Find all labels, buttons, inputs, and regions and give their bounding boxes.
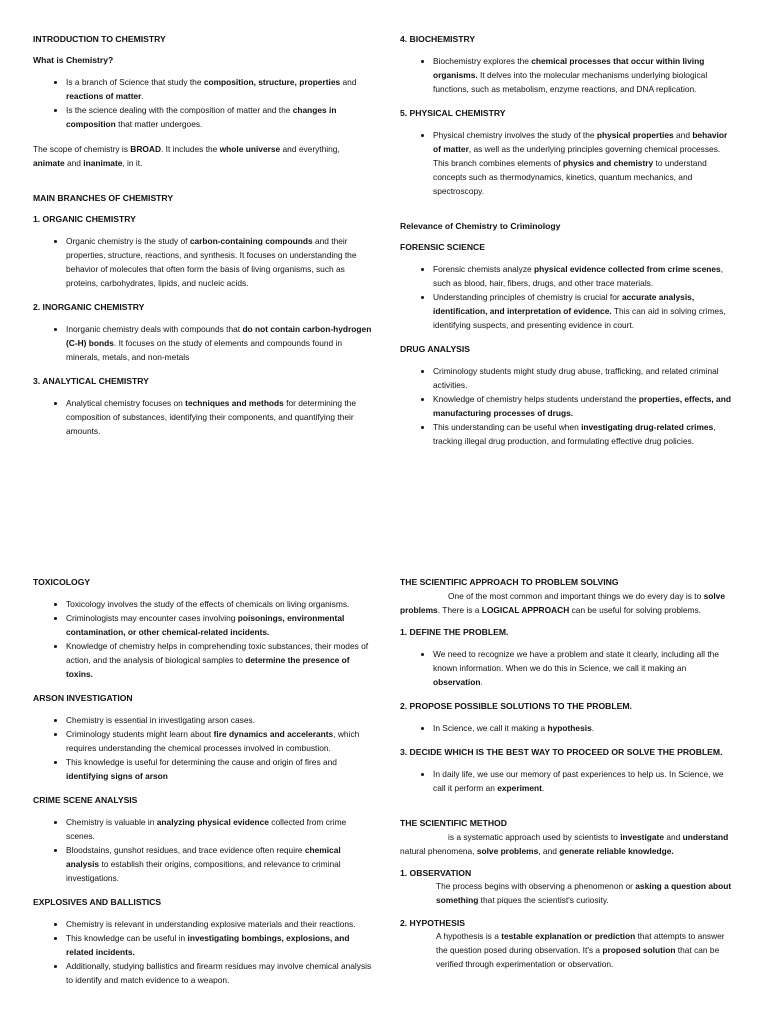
list-item: • Is the science dealing with the composition of matter and the changes in composition that matter undergoes. xyxy=(66,103,373,131)
list-item: • We need to recognize we have a problem and state it clearly, including all the known information. When we do this in Science, we call it making an observation. xyxy=(433,647,736,689)
subheading-biochemistry: 4. BIOCHEMISTRY xyxy=(400,34,476,44)
method-paragraph: is a systematic approach used by scientists to investigate and understand natural phenomena, solve problems, and generate reliable knowledge. xyxy=(400,832,729,856)
subheading-propose-solutions: 2. PROPOSE POSSIBLE SOLUTIONS TO THE PROBLEM. xyxy=(400,701,632,711)
subheading-what-is-chemistry: What is Chemistry? xyxy=(33,55,114,65)
decide-list xyxy=(400,767,736,795)
list-item: • Inorganic chemistry deals with compounds that do not contain carbon-hydrogen (C-H) bonds. It focuses on the study of elements and compounds found in minerals, metals, and non-metals xyxy=(66,322,373,364)
list-item: • Physical chemistry involves the study of the physical properties and behavior of matter, as well as the underlying principles governing chemical processes. This branch combines elements of physics and chemistry to understand concepts such as thermodynamics, kinetics, quantum mechanics, and spectroscopy. xyxy=(433,128,736,198)
section-title-relevance: Relevance of Chemistry to Criminology xyxy=(400,221,561,231)
page1-right-column xyxy=(400,33,736,459)
forensic-list xyxy=(400,262,736,332)
list-item: • Biochemistry explores the chemical processes that occur within living organisms. It delves into the molecular mechanisms underlying biological functions, such as metabolism, enzyme reactions, and DNA replication. xyxy=(433,54,736,96)
explosives-list xyxy=(33,917,373,987)
list-item: • Additionally, studying ballistics and firearm residues may involve chemical analysis to identify and match evidence to a weapon. xyxy=(66,959,373,987)
section-title-scientific-approach: THE SCIENTIFIC APPROACH TO PROBLEM SOLVING xyxy=(400,577,619,587)
list-item: • Understanding principles of chemistry is crucial for accurate analysis, identification, and interpretation of evidence. This can aid in solving crimes, identifying suspects, and presenting evidence in court. xyxy=(433,290,736,332)
subheading-define-problem: 1. DEFINE THE PROBLEM. xyxy=(400,627,509,637)
list-item: • Chemistry is valuable in analyzing physical evidence collected from crime scenes. xyxy=(66,815,373,843)
page2-left-column xyxy=(33,576,373,998)
subheading-toxicology: TOXICOLOGY xyxy=(33,577,91,587)
subheading-physical: 5. PHYSICAL CHEMISTRY xyxy=(400,108,506,118)
list-item: • Chemistry is essential in investigating arson cases. xyxy=(66,713,373,727)
list-item: • Knowledge of chemistry helps students understand the properties, effects, and manufacturing processes of drugs. xyxy=(433,392,736,420)
subheading-crime-scene: CRIME SCENE ANALYSIS xyxy=(33,795,138,805)
list-item: • In daily life, we use our memory of past experiences to help us. In Science, we call it perform an experiment. xyxy=(433,767,736,795)
propose-list xyxy=(400,721,736,735)
scope-paragraph: The scope of chemistry is BROAD. It includes the whole universe and everything, animate and inanimate, in it. xyxy=(33,144,340,168)
list-item: • In Science, we call it making a hypothesis. xyxy=(433,721,736,735)
subheading-analytical: 3. ANALYTICAL CHEMISTRY xyxy=(33,376,149,386)
inorganic-list xyxy=(33,322,373,364)
crime-scene-list xyxy=(33,815,373,885)
subheading-organic: 1. ORGANIC CHEMISTRY xyxy=(33,214,136,224)
observation-paragraph: The process begins with observing a phenomenon or asking a question about something that piques the scientist's curiosity. xyxy=(436,881,732,905)
list-item: • Criminologists may encounter cases involving poisonings, environmental contamination, or other chemical-related incidents. xyxy=(66,611,373,639)
subheading-hypothesis: 2. HYPOTHESIS xyxy=(400,918,465,928)
subheading-decide-best-way: 3. DECIDE WHICH IS THE BEST WAY TO PROCEED OR SOLVE THE PROBLEM. xyxy=(400,747,723,757)
list-item: • Knowledge of chemistry helps in comprehending toxic substances, their modes of action, and the analysis of biological samples to determine the presence of toxins. xyxy=(66,639,373,681)
list-item: • Organic chemistry is the study of carbon-containing compounds and their properties, structure, reactions, and synthesis. It focuses on understanding the behavior of molecules that often form the basis of living organisms, such as proteins, carbohydrates, lipids, and nucleic acids. xyxy=(66,234,373,290)
drug-list xyxy=(400,364,736,448)
list-item: • Criminology students might learn about fire dynamics and accelerants, which requires understanding the chemical processes involved in combustion. xyxy=(66,727,373,755)
subheading-drug-analysis: DRUG ANALYSIS xyxy=(400,344,471,354)
biochemistry-list xyxy=(400,54,736,96)
arson-list xyxy=(33,713,373,783)
toxicology-list xyxy=(33,597,373,681)
list-item: • Chemistry is relevant in understanding explosive materials and their reactions. xyxy=(66,917,373,931)
list-item: • Criminology students might study drug abuse, trafficking, and related criminal activities. xyxy=(433,364,736,392)
list-item: • Forensic chemists analyze physical evidence collected from crime scenes, such as blood, hair, fibers, drugs, and other trace materials. xyxy=(433,262,736,290)
subheading-observation: 1. OBSERVATION xyxy=(400,868,472,878)
list-item: • Is a branch of Science that study the composition, structure, properties and reactions of matter. xyxy=(66,75,373,103)
page2-right-column xyxy=(400,576,736,981)
subheading-inorganic: 2. INORGANIC CHEMISTRY xyxy=(33,302,145,312)
hypothesis-paragraph: A hypothesis is a testable explanation or prediction that attempts to answer the question posed during observation. It's a proposed solution that can be verified through experimentation or observation. xyxy=(436,931,725,969)
subheading-forensic: FORENSIC SCIENCE xyxy=(400,242,485,252)
section-title-scientific-method: THE SCIENTIFIC METHOD xyxy=(400,818,507,828)
section-title-intro: INTRODUCTION TO CHEMISTRY xyxy=(33,34,166,44)
physical-list xyxy=(400,128,736,198)
section-title-main-branches: MAIN BRANCHES OF CHEMISTRY xyxy=(33,193,174,203)
list-item: • This knowledge is useful for determining the cause and origin of fires and identifying signs of arson xyxy=(66,755,373,783)
subheading-explosives: EXPLOSIVES AND BALLISTICS xyxy=(33,897,162,907)
define-list xyxy=(400,647,736,689)
what-is-list xyxy=(33,75,373,131)
subheading-arson: ARSON INVESTIGATION xyxy=(33,693,133,703)
list-item: • This understanding can be useful when investigating drug-related crimes, tracking illegal drug production, and formulating effective drug policies. xyxy=(433,420,736,448)
document-page-2 xyxy=(0,512,768,1024)
analytical-list xyxy=(33,396,373,438)
list-item: • Analytical chemistry focuses on techniques and methods for determining the composition of substances, identifying their components, and quantifying their amounts. xyxy=(66,396,373,438)
approach-paragraph: One of the most common and important things we do every day is to solve problems. There is a LOGICAL APPROACH can be useful for solving problems. xyxy=(400,591,725,615)
page1-left-column xyxy=(33,33,373,449)
list-item: • Toxicology involves the study of the effects of chemicals on living organisms. xyxy=(66,597,373,611)
organic-list xyxy=(33,234,373,290)
list-item: • Bloodstains, gunshot residues, and trace evidence often require chemical analysis to establish their origins, compositions, and relevance to criminal investigations. xyxy=(66,843,373,885)
list-item: • This knowledge can be useful in investigating bombings, explosions, and related incidents. xyxy=(66,931,373,959)
